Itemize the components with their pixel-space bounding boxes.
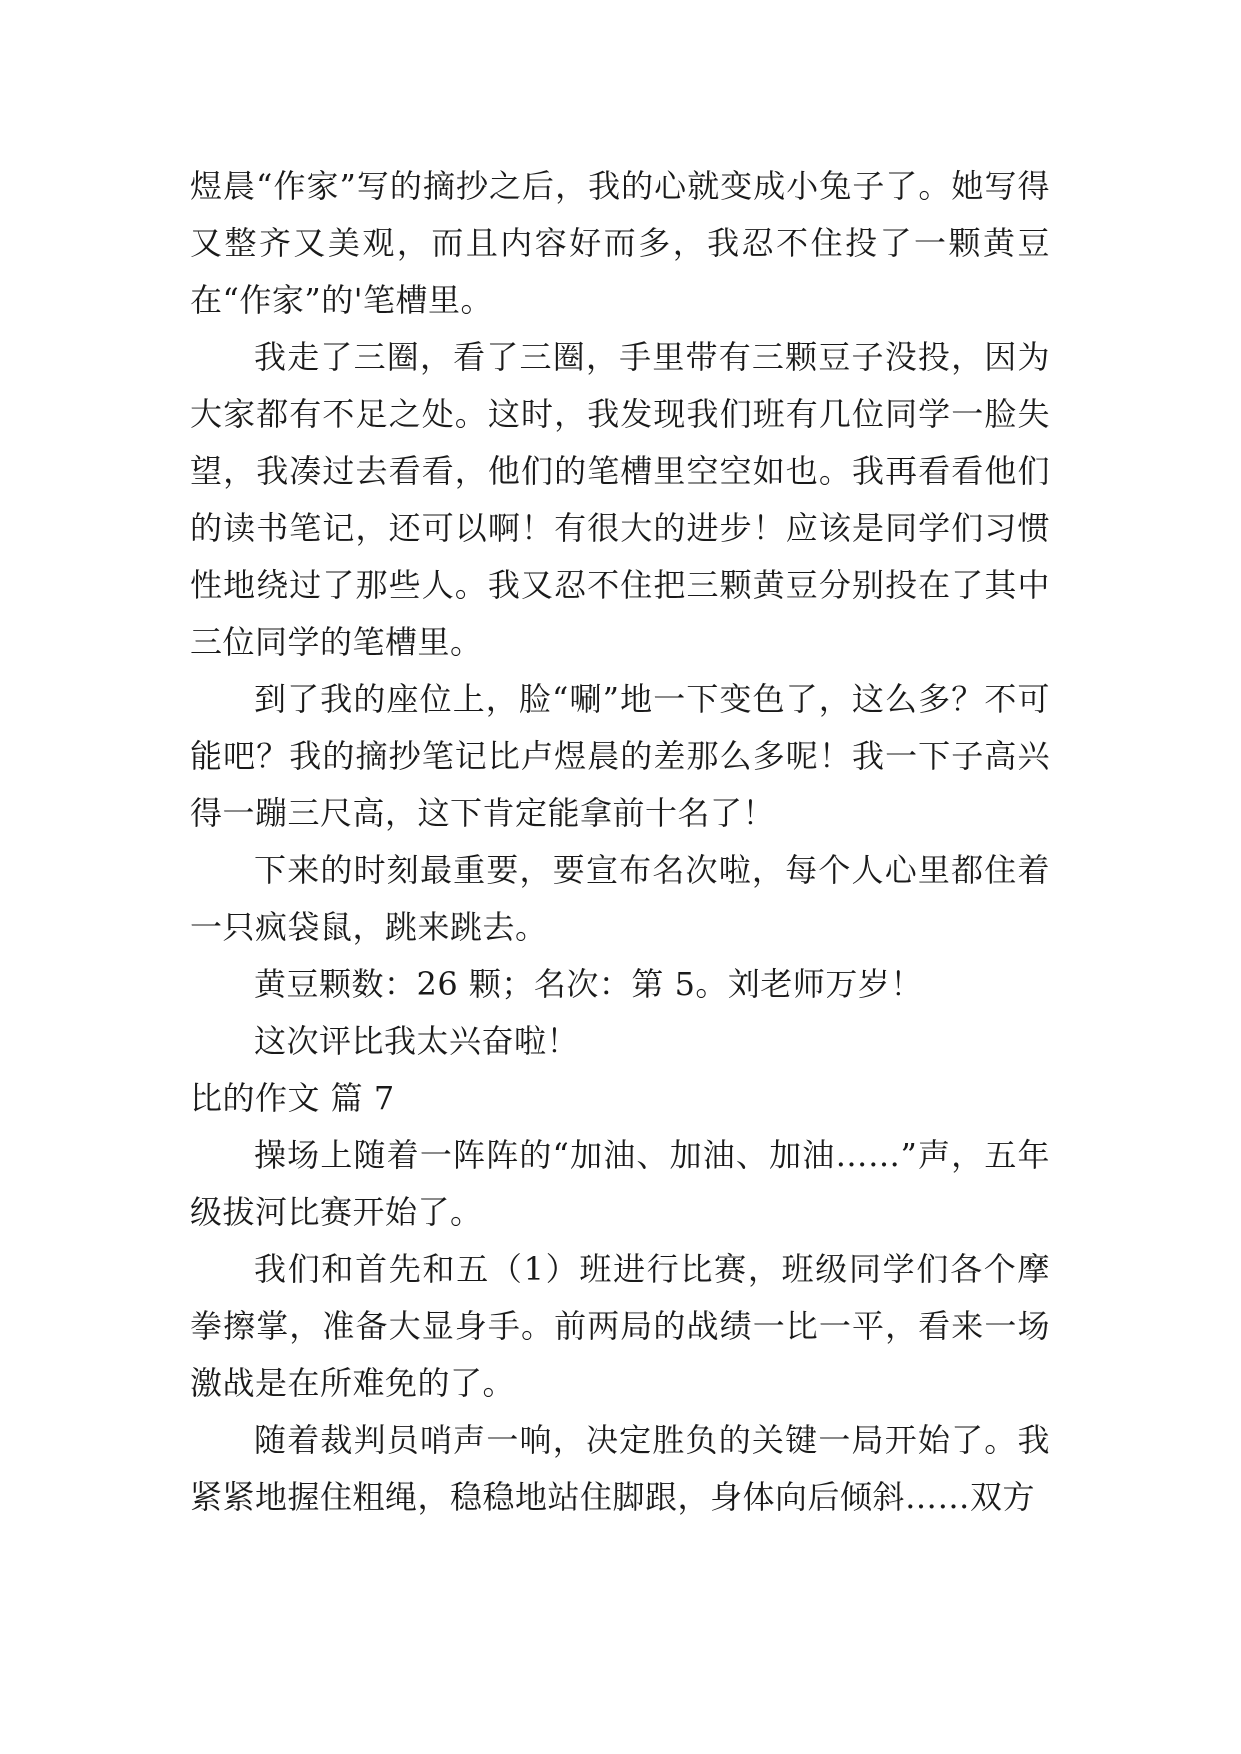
- paragraph: 黄豆颗数：26 颗；名次：第 5。刘老师万岁！: [254, 965, 923, 1003]
- paragraph: 操场上随着一阵阵的“加油、加油、加油……”声，五年级拔河比赛开始了。: [190, 1136, 1050, 1231]
- paragraph: 下来的时刻最重要，要宣布名次啦，每个人心里都住着一只疯袋鼠，跳来跳去。: [190, 851, 1050, 946]
- paragraph: 到了我的座位上，脸“唰”地一下变色了，这么多？不可能吧？我的摘抄笔记比卢煜晨的差那么多呢！我一下子高兴得一蹦三尺高，这下肯定能拿前十名了！: [190, 680, 1050, 832]
- paragraph: 我们和首先和五（1）班进行比赛，班级同学们各个摩拳擦掌，准备大显身手。前两局的战绩一比一平，看来一场激战是在所难免的了。: [190, 1250, 1050, 1402]
- paragraph: 我走了三圈，看了三圈，手里带有三颗豆子没投，因为大家都有不足之处。这时，我发现我们班有几位同学一脸失望，我凑过去看看，他们的笔槽里空空如也。我再看看他们的读书笔记，还可以啊！有很大的进步！应该是同学们习惯性地绕过了那些人。我又忍不住把三颗黄豆分别投在了其中三位同学的笔槽里。: [190, 338, 1050, 661]
- paragraph: 这次评比我太兴奋啦！: [254, 1022, 580, 1060]
- section-heading: 比的作文 篇 7: [190, 1079, 395, 1117]
- paragraph-continuation: 煜晨“作家”写的摘抄之后，我的心就变成小兔子了。她写得又整齐又美观，而且内容好而多，我忍不住投了一颗黄豆在“作家”的'笔槽里。: [190, 167, 1050, 319]
- paragraph: 随着裁判员哨声一响，决定胜负的关键一局开始了。我紧紧地握住粗绳，稳稳地站住脚跟，身体向后倾斜……双方: [190, 1421, 1050, 1516]
- document-body: [190, 158, 1050, 1526]
